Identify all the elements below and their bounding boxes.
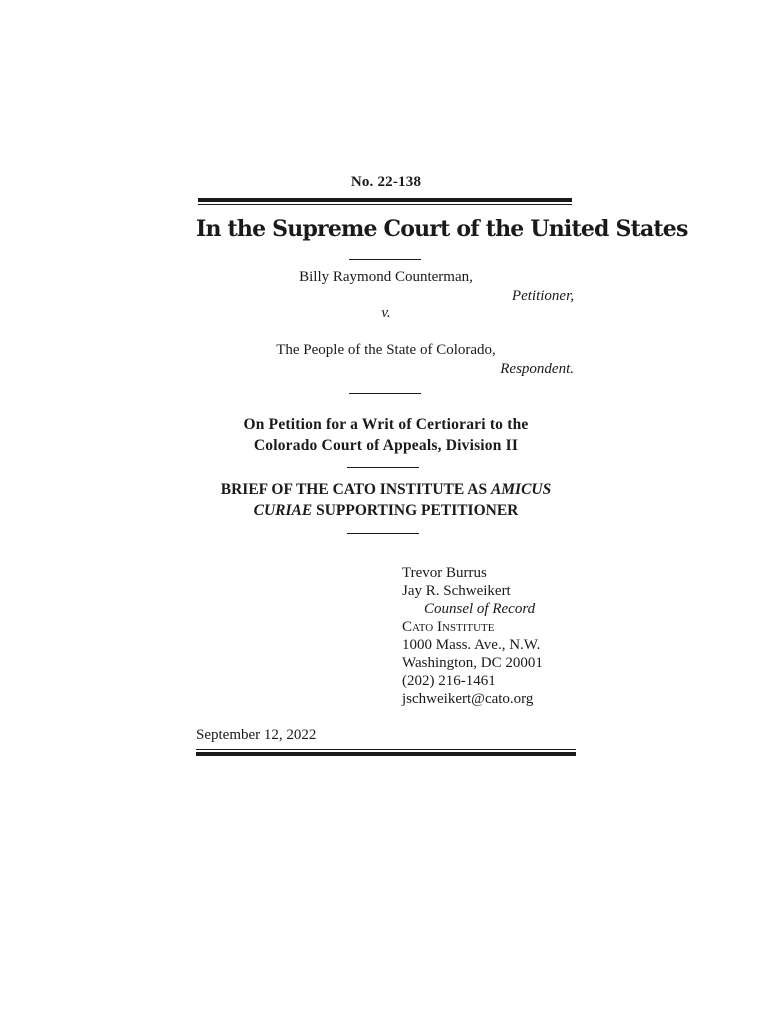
petitioner-role: Petitioner,	[511, 288, 574, 304]
petition-heading-line: On Petition for a Writ of Certiorari to the	[243, 416, 529, 433]
court-name: In the Supreme Court of the United States	[196, 216, 688, 242]
brief-title-italic: AMICUS	[490, 481, 552, 498]
counsel-organization: Cato Institute	[402, 619, 495, 635]
counsel-street: 1000 Mass. Ave., N.W.	[402, 637, 541, 653]
brief-title-line	[196, 500, 576, 521]
counsel-phone: (202) 216-1461	[402, 673, 496, 689]
bottom-rule-thin	[196, 749, 576, 750]
respondent-role: Respondent.	[500, 361, 574, 377]
brief-title-line	[196, 479, 576, 500]
separator-rule	[347, 467, 419, 468]
versus-label: v.	[381, 305, 391, 321]
top-rule-thin	[198, 204, 572, 205]
counsel-block	[402, 564, 543, 708]
brief-title-italic: CURIAE	[253, 502, 313, 519]
petitioner-name: Billy Raymond Counterman,	[299, 269, 473, 285]
respondent-name: The People of the State of Colorado,	[276, 342, 496, 358]
counsel-email: jschweikert@cato.org	[402, 691, 534, 707]
brief-title-text: SUPPORTING PETITIONER	[312, 502, 519, 519]
separator-rule	[349, 259, 421, 260]
brief-title-text: BRIEF OF THE CATO INSTITUTE AS	[220, 481, 491, 498]
counsel-designation: Counsel of Record	[424, 601, 536, 617]
separator-rule	[347, 533, 419, 534]
petition-heading	[196, 414, 576, 456]
brief-title	[196, 479, 576, 521]
counsel-name: Jay R. Schweikert	[402, 583, 511, 599]
filing-date: September 12, 2022	[196, 727, 317, 743]
counsel-name: Trevor Burrus	[402, 565, 487, 581]
petition-heading-line: Colorado Court of Appeals, Division II	[253, 437, 519, 454]
docket-number: No. 22-138	[350, 174, 422, 190]
bottom-rule-thick	[196, 752, 576, 756]
top-rule-thick	[198, 198, 572, 202]
counsel-city: Washington, DC 20001	[402, 655, 543, 671]
separator-rule	[349, 393, 421, 394]
